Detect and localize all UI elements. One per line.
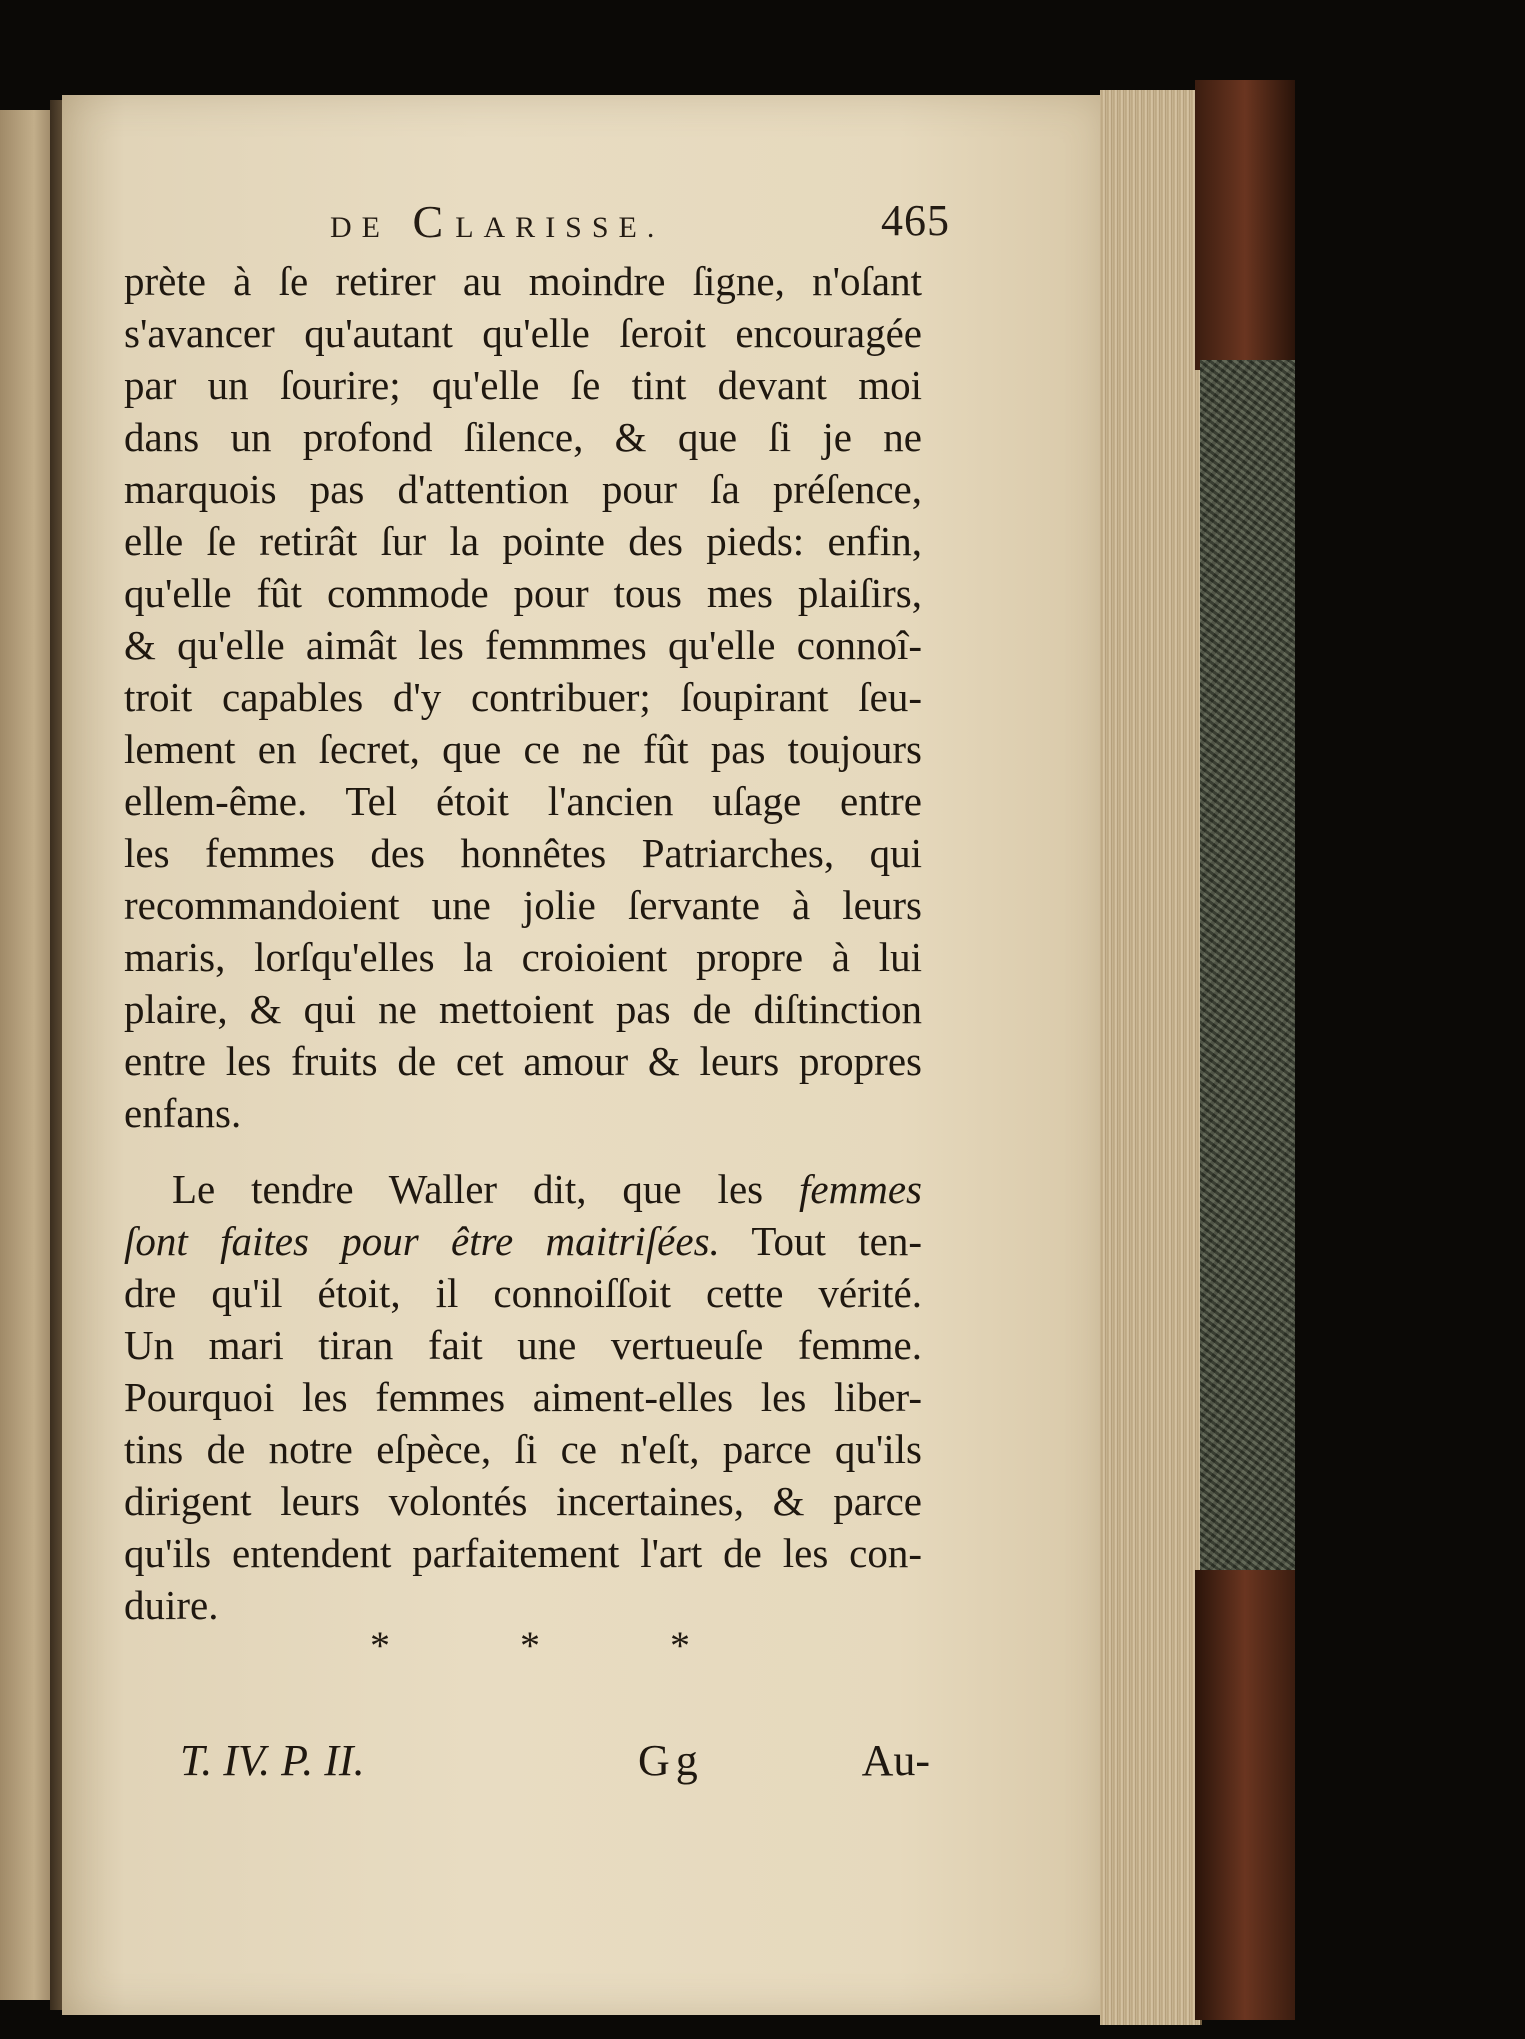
running-head-title	[330, 195, 664, 248]
text-line: Pourquoi les femmes aiment-elles les liber-	[124, 1374, 922, 1420]
text-line	[124, 1163, 922, 1215]
text-run: Tout ten-	[719, 1218, 923, 1264]
text-line: les femmes des honnêtes Patriarches, qui	[124, 830, 922, 876]
text-line: duire.	[124, 1582, 219, 1628]
text-line: qu'elle fût commode pour tous mes plaiſirs,	[124, 570, 922, 616]
volume-signature: T. IV. P. II.	[180, 1736, 365, 1785]
text-line: s'avancer qu'autant qu'elle ſeroit encouragée	[124, 310, 922, 356]
head-prefix: DE	[330, 211, 390, 244]
asterisk: *	[370, 1623, 390, 1668]
marbled-cover-board	[1200, 360, 1295, 1580]
text-line: lement en ſecret, que ce ne fût pas toujours	[124, 726, 922, 772]
head-capital: C	[412, 196, 456, 247]
text-line: tins de notre eſpèce, ſi ce n'eſt, parce qu'ils	[124, 1426, 922, 1472]
leather-cover-bottom	[1195, 1570, 1295, 2020]
italic-run: femmes	[799, 1166, 922, 1212]
text-line: ellem-ême. Tel étoit l'ancien uſage entre	[124, 778, 922, 824]
text-line: enfans.	[124, 1090, 242, 1136]
head-rest: LARISSE.	[455, 211, 665, 244]
body-text	[124, 255, 922, 1631]
gathering-signature: Gg	[638, 1736, 704, 1785]
text-line: qu'ils entendent parfaitement l'art de les con-	[124, 1530, 922, 1576]
paragraph-gap	[124, 1139, 922, 1163]
text-line: recommandoient une jolie ſervante à leurs	[124, 882, 922, 928]
running-head	[300, 195, 950, 245]
section-break-asterisks	[370, 1622, 690, 1669]
text-line: plaire, & qui ne mettoient pas de diſtinction	[124, 986, 922, 1032]
leather-cover-top	[1195, 80, 1295, 370]
italic-run: ſont faites pour être maitriſées.	[124, 1218, 720, 1264]
text-line: Un mari tiran fait une vertueuſe femme.	[124, 1322, 922, 1368]
page-number: 465	[881, 196, 950, 245]
text-line: dirigent leurs volontés incertaines, & parce	[124, 1478, 922, 1524]
text-line: marquois pas d'attention pour ſa préſence,	[124, 466, 922, 512]
text-line: entre les fruits de cet amour & leurs propres	[124, 1038, 922, 1084]
asterisk: *	[520, 1623, 540, 1668]
text-line: dre qu'il étoit, il connoiſſoit cette vérité.	[124, 1270, 922, 1316]
text-line: troit capables d'y contribuer; ſoupirant ſeu-	[124, 674, 922, 720]
text-line: & qu'elle aimât les femmmes qu'elle connoî-	[124, 622, 922, 668]
text-run: Le tendre Waller dit, que les	[172, 1166, 800, 1212]
text-line: maris, lorſqu'elles la croioient propre à lui	[124, 934, 922, 980]
text-line: dans un profond ſilence, & que ſi je ne	[124, 414, 922, 460]
text-line	[124, 1215, 922, 1267]
text-line: prète à ſe retirer au moindre ſigne, n'oſant	[124, 258, 922, 304]
paragraph-2	[124, 1163, 922, 1631]
text-line: par un ſourire; qu'elle ſe tint devant moi	[124, 362, 922, 408]
page-footer	[180, 1735, 930, 1795]
catchword: Au-	[861, 1736, 930, 1785]
paragraph-1	[124, 255, 922, 1139]
asterisk: *	[670, 1623, 690, 1668]
text-line: elle ſe retirât ſur la pointe des pieds: enfin,	[124, 518, 922, 564]
page-fore-edge	[1100, 90, 1202, 2025]
